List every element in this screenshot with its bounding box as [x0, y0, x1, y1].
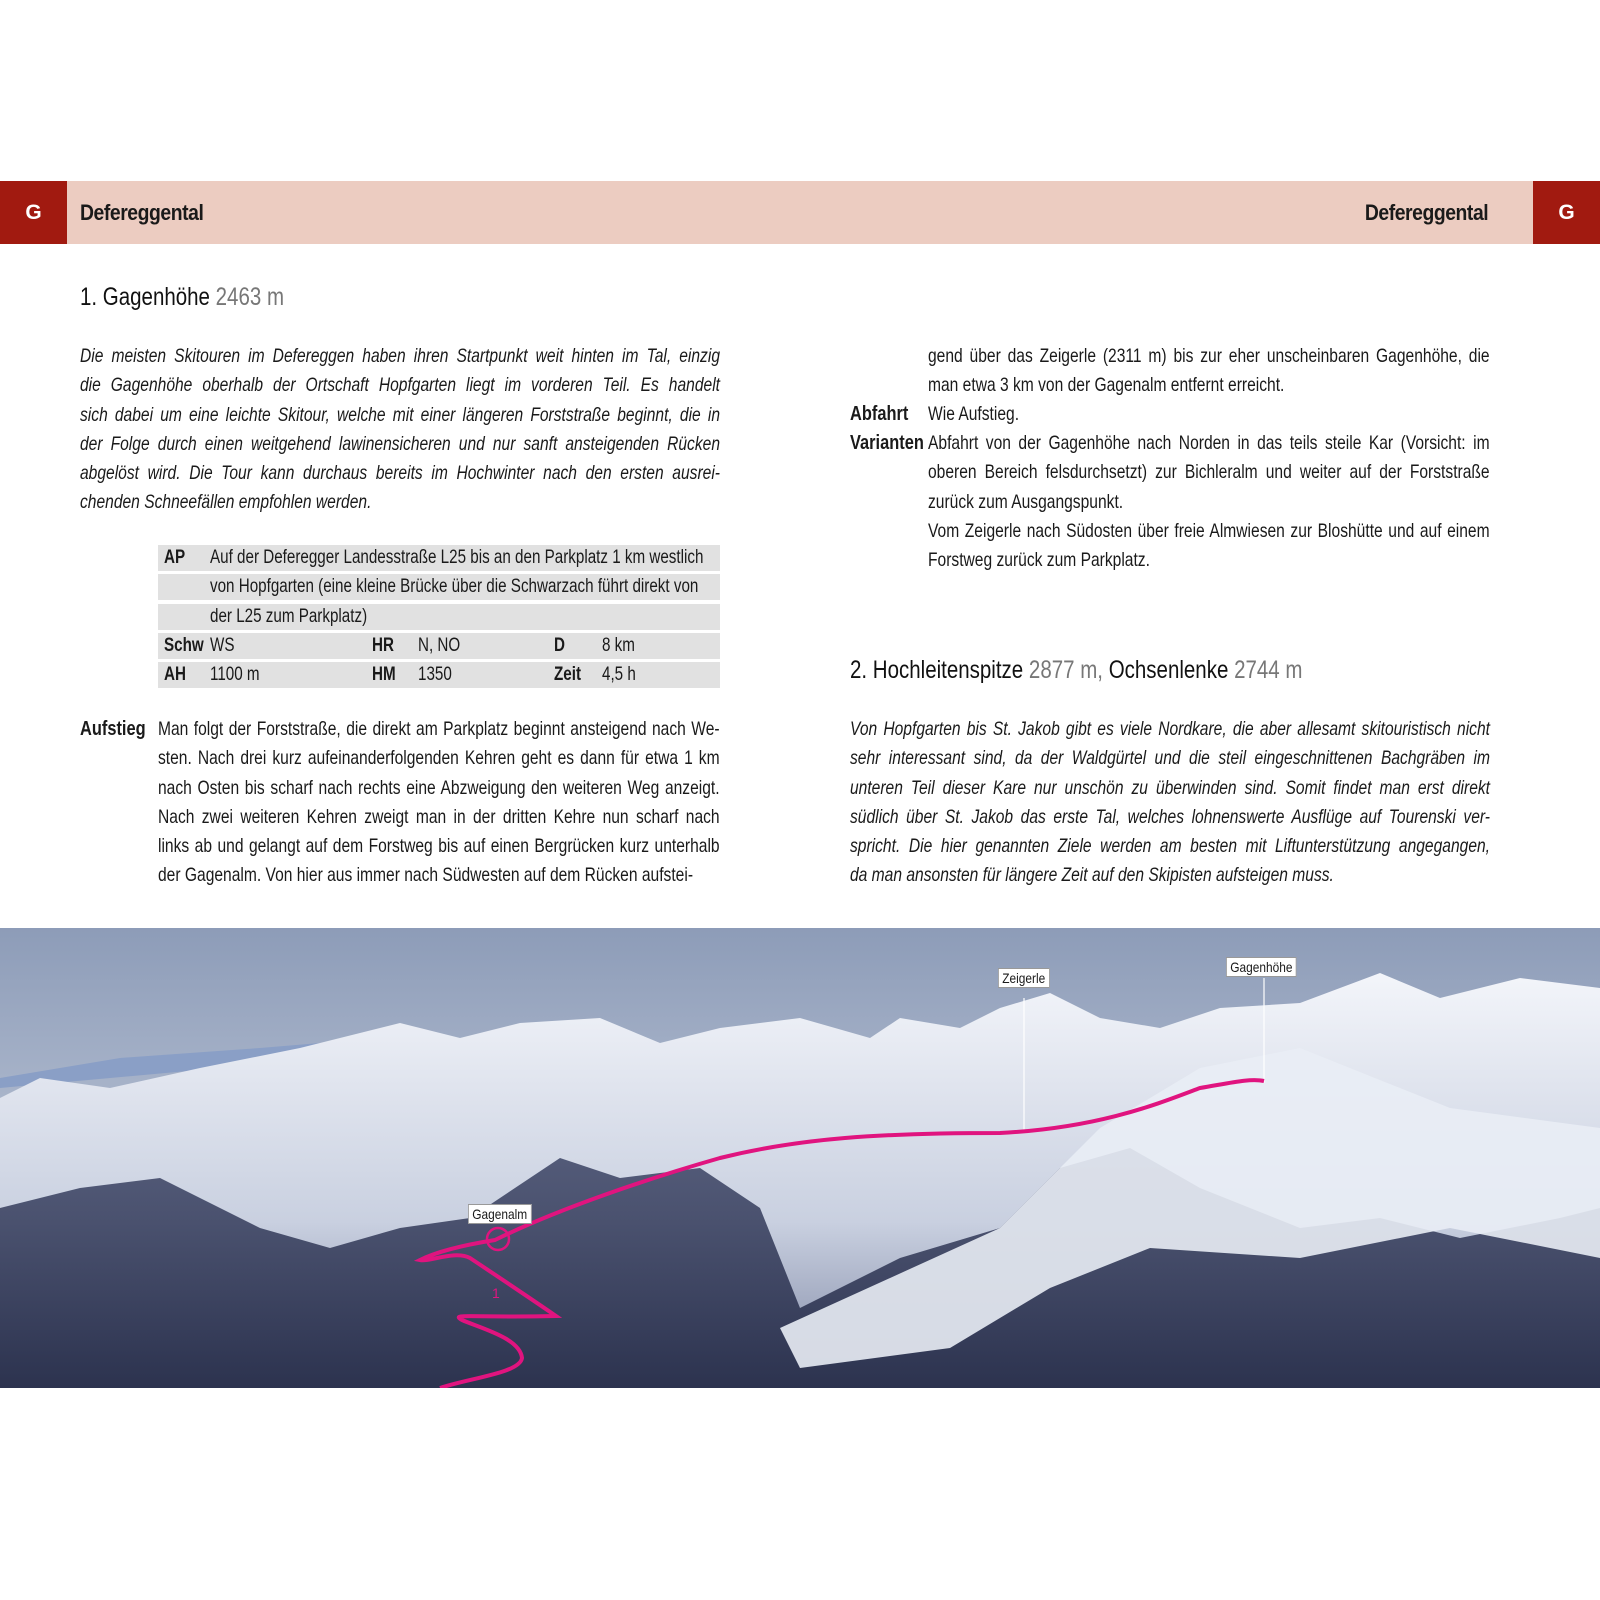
tour2-name2: Ochsenlenke [1108, 656, 1229, 684]
info-row-ah [158, 662, 720, 688]
text-line: Die meisten Skitouren im Defereggen haben ihren Startpunkt weit hinten im Tal, einzig [80, 345, 720, 367]
text-line: unteren Teil dieser Kare nur unschön zu überwinden sind. Somit findet man erst direkt [850, 776, 1490, 799]
running-head-right: Defereggental [1364, 199, 1488, 225]
text-line: spricht. Die hier genannten Ziele werden am besten mit Liftunterstützung angegangen, [850, 835, 1490, 858]
tour2-height1: 2877 m, [1028, 656, 1103, 684]
label-gagenhoehe: Gagenhöhe [1226, 957, 1297, 977]
varianten-text [928, 429, 1490, 575]
text-line: oberen Bereich felsdurchsetzt) zur Bichleralm und weiter auf der Forststraße [928, 461, 1490, 484]
hm-label: HM [372, 664, 396, 686]
mountain-panorama [0, 928, 1600, 1388]
text-line: Vom Zeigerle nach Südosten über freie Almwiesen zur Bloshütte und auf einem [928, 519, 1490, 542]
text-line: sten. Nach drei kurz aufeinanderfolgenden Kehren geht es dann für etwa 1 km [158, 747, 720, 770]
chapter-marker-right: G [1533, 181, 1600, 244]
schw-value: WS [210, 634, 235, 656]
tour1-name: 1. Gagenhöhe [80, 283, 210, 311]
text-line: Von Hopfgarten bis St. Jakob gibt es viele Nordkare, die aber allesamt skitouristisch nicht [850, 718, 1490, 740]
text-line: zurück zum Ausgangspunkt. [928, 490, 1124, 513]
text-line: da man ansonsten für längere Zeit auf den Skipisten aufsteigen muss. [850, 864, 1334, 887]
text-line: man etwa 3 km von der Gagenalm entfernt erreicht. [928, 374, 1285, 397]
chapter-marker-left: G [0, 181, 67, 244]
tour1-height: 2463 m [215, 283, 285, 311]
header-band [0, 181, 1600, 244]
text-line: Nach zwei weiteren Kehren zweigt man in der dritten Kehre nun scharf nach [158, 805, 720, 828]
text-line: nach Osten bis scharf nach rechts eine Abzweigung den weiteren Weg anzeigt. [158, 776, 720, 799]
text-line: chenden Schneefällen empfohlen werden. [80, 491, 372, 514]
d-label: D [554, 634, 565, 656]
info-row-ap [158, 604, 720, 630]
abfahrt-label: Abfahrt [850, 403, 909, 425]
text-line: abgelöst wird. Die Tour kann durchaus bereits im Hochwinter nach den ersten ausrei- [80, 462, 720, 485]
text-line: links ab und gelangt auf dem Forstweg bis auf einen Bergrücken kurz unterhalb [158, 835, 720, 858]
schw-label: Schw [164, 634, 204, 656]
tour2-height2: 2744 m [1234, 656, 1303, 684]
tour2-intro [850, 715, 1490, 891]
tour2-name: 2. Hochleitenspitze [850, 656, 1024, 684]
text-line: Abfahrt von der Gagenhöhe nach Norden in das teils steile Kar (Vorsicht: im [928, 432, 1490, 454]
info-row-ap [158, 545, 720, 571]
info-row-schw [158, 633, 720, 659]
hr-value: N, NO [418, 634, 461, 656]
text-line: Man folgt der Forststraße, die direkt am Parkplatz beginnt ansteigend nach We- [158, 718, 720, 740]
label-gagenalm: Gagenalm [468, 1204, 531, 1224]
ah-label: AH [164, 664, 186, 686]
tour1-title [80, 283, 284, 312]
abfahrt-text [928, 400, 1490, 429]
ap-value: Auf der Deferegger Landesstraße L25 bis an den Parkplatz 1 km westlich [210, 547, 704, 568]
tour2-title [850, 656, 1302, 685]
ap-value: von Hopfgarten (eine kleine Brücke über die Schwarzach führt direkt von [210, 576, 699, 598]
text-line: der Folge durch einen weitgehend lawinensicheren und nur sanft ansteigenden Rücken [80, 432, 720, 455]
text-line: sich dabei um eine leichte Skitour, welche mit einer längeren Forststraße beginnt, die in [80, 403, 720, 426]
ap-label: AP [164, 547, 186, 568]
text-line: südlich über St. Jakob das erste Tal, welches lohnenswerte Ausflüge auf Tourenski ver- [850, 805, 1490, 828]
aufstieg-label: Aufstieg [80, 718, 146, 740]
text-line: die Gagenhöhe oberhalb der Ortschaft Hopfgarten liegt im vorderen Teil. Es handelt [80, 374, 720, 397]
text-line: sehr interessant sind, da der Waldgürtel und die steil eingeschnittenen Bachgräben im [850, 747, 1490, 770]
text-line: gend über das Zeigerle (2311 m) bis zur eher unscheinbaren Gagenhöhe, die [928, 345, 1490, 367]
zeit-value: 4,5 h [602, 664, 636, 686]
hm-value: 1350 [418, 664, 452, 686]
panorama-photo [0, 928, 1600, 1388]
zeit-label: Zeit [554, 664, 582, 686]
text-line: der Gagenalm. Von hier aus immer nach Südwesten auf dem Rücken aufstei- [158, 864, 694, 887]
aufstieg-text [158, 715, 720, 891]
tour1-intro [80, 342, 720, 518]
d-value: 8 km [602, 634, 635, 656]
hr-label: HR [372, 634, 394, 656]
ap-value: der L25 zum Parkplatz) [210, 605, 368, 627]
ah-value: 1100 m [210, 664, 260, 686]
text-line: Wie Aufstieg. [928, 403, 1020, 425]
info-row-ap [158, 574, 720, 600]
tour-info-table [158, 545, 720, 691]
route-number: 1 [492, 1285, 500, 1301]
aufstieg-continued [928, 342, 1490, 401]
text-line: Forstweg zurück zum Parkplatz. [928, 549, 1150, 572]
running-head-left: Defereggental [80, 199, 204, 225]
varianten-label: Varianten [850, 432, 924, 454]
label-zeigerle: Zeigerle [998, 968, 1050, 988]
